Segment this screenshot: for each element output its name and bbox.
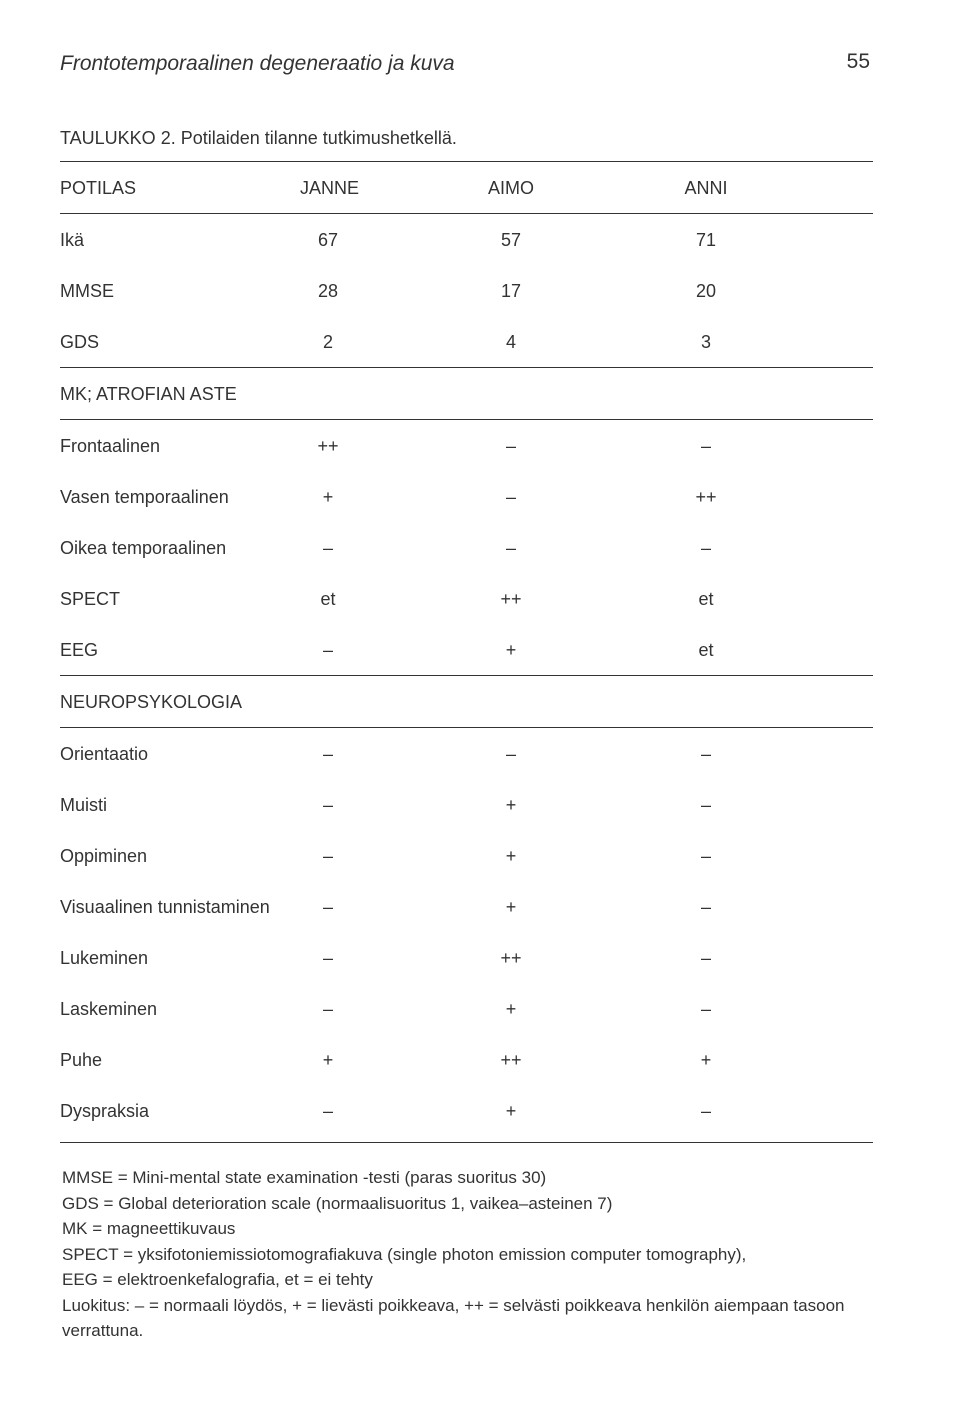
patient-table bbox=[60, 161, 873, 1143]
table-row bbox=[60, 983, 873, 1034]
table-cell: – bbox=[322, 897, 333, 917]
table-cell: + bbox=[322, 487, 334, 507]
row-label: EEG bbox=[60, 640, 99, 660]
table-cell: – bbox=[322, 640, 333, 660]
row-label: Vasen temporaalinen bbox=[60, 487, 229, 507]
row-label: Ikä bbox=[60, 230, 85, 250]
basic-rows bbox=[60, 214, 873, 367]
column-header: AIMO bbox=[487, 178, 534, 198]
note-line: MMSE = Mini-mental state examination -testi (paras suoritus 30) bbox=[62, 1168, 547, 1187]
table-cell: – bbox=[700, 999, 711, 1019]
table-cell: et bbox=[698, 640, 714, 660]
row-label: Dyspraksia bbox=[60, 1101, 150, 1121]
table-row bbox=[60, 420, 873, 471]
table-cell: ++ bbox=[500, 948, 522, 968]
table-cell: + bbox=[505, 640, 517, 660]
page-number: 55 bbox=[846, 50, 870, 73]
table-row bbox=[60, 573, 873, 624]
table-cell: + bbox=[505, 999, 517, 1019]
table-cell: – bbox=[700, 436, 711, 456]
table-cell: 2 bbox=[322, 332, 333, 352]
table-bottom-rule bbox=[60, 1142, 873, 1143]
note-line: EEG = elektroenkefalografia, et = ei tehty bbox=[62, 1270, 373, 1289]
table-notes bbox=[62, 1165, 872, 1344]
table-cell: ++ bbox=[500, 589, 522, 609]
table-cell: + bbox=[322, 1050, 334, 1070]
table-cell: + bbox=[505, 1101, 517, 1121]
table-cell: ++ bbox=[317, 436, 339, 456]
row-label: Oikea temporaalinen bbox=[60, 538, 227, 558]
table-cell: 17 bbox=[500, 281, 522, 301]
table-cell: – bbox=[700, 538, 711, 558]
table-cell: ++ bbox=[500, 1050, 522, 1070]
table-cell: 71 bbox=[695, 230, 717, 250]
row-label: Visuaalinen tunnistaminen bbox=[60, 897, 270, 917]
table-cell: – bbox=[700, 744, 711, 764]
table-row bbox=[60, 624, 873, 675]
table-cell: 57 bbox=[500, 230, 522, 250]
table-cell: + bbox=[700, 1050, 712, 1070]
note-line: Luokitus: – = normaali löydös, + = lievästi poikkeava, ++ = selvästi poikkeava henkilön aiempaan tasoon verrattuna. bbox=[62, 1295, 845, 1340]
table-row bbox=[60, 881, 873, 932]
table-row bbox=[60, 1085, 873, 1136]
row-label: Puhe bbox=[60, 1050, 103, 1070]
column-header: ANNI bbox=[684, 178, 728, 198]
note-line: MK = magneettikuvaus bbox=[62, 1219, 236, 1238]
table-cell: + bbox=[505, 897, 517, 917]
section-heading-label: MK; ATROFIAN ASTE bbox=[60, 384, 237, 404]
np-rows bbox=[60, 728, 873, 1136]
table-cell: 4 bbox=[505, 332, 516, 352]
mk-rows bbox=[60, 420, 873, 675]
table-row bbox=[60, 214, 873, 265]
table-row bbox=[60, 728, 873, 779]
table-caption: TAULUKKO 2. Potilaiden tilanne tutkimushetkellä. bbox=[60, 128, 457, 148]
table-cell: – bbox=[322, 538, 333, 558]
table-row bbox=[60, 830, 873, 881]
table-cell: – bbox=[505, 538, 516, 558]
section-heading-label: NEUROPSYKOLOGIA bbox=[60, 692, 243, 712]
table-cell: + bbox=[505, 795, 517, 815]
row-label: Lukeminen bbox=[60, 948, 149, 968]
row-label: Orientaatio bbox=[60, 744, 149, 764]
row-label: GDS bbox=[60, 332, 100, 352]
section-heading bbox=[60, 368, 873, 419]
table-cell: – bbox=[700, 846, 711, 866]
table-header-row bbox=[60, 162, 873, 213]
note-line: SPECT = yksifotoniemissiotomografiakuva (single photon emission computer tomography), bbox=[62, 1244, 747, 1264]
table-cell: – bbox=[505, 744, 516, 764]
row-label: MMSE bbox=[60, 281, 114, 301]
table-cell: – bbox=[322, 948, 333, 968]
table-cell: 3 bbox=[700, 332, 711, 352]
table-cell: – bbox=[322, 795, 333, 815]
row-label: Muisti bbox=[60, 795, 108, 815]
table-cell: – bbox=[700, 948, 711, 968]
table-cell: et bbox=[320, 589, 336, 609]
note-line: GDS = Global deterioration scale (normaalisuoritus 1, vaikea–asteinen 7) bbox=[62, 1193, 613, 1213]
table-row bbox=[60, 471, 873, 522]
column-header: JANNE bbox=[300, 178, 360, 198]
table-cell: – bbox=[700, 897, 711, 917]
table-cell: 28 bbox=[317, 281, 339, 301]
section-heading bbox=[60, 676, 873, 727]
table-cell: – bbox=[505, 436, 516, 456]
column-header: POTILAS bbox=[60, 178, 137, 198]
table-cell: 67 bbox=[317, 230, 339, 250]
row-label: Frontaalinen bbox=[60, 436, 161, 456]
table-cell: – bbox=[700, 795, 711, 815]
table-cell: – bbox=[322, 846, 333, 866]
table-row bbox=[60, 1034, 873, 1085]
table-cell: ++ bbox=[695, 487, 717, 507]
table-cell: – bbox=[700, 1101, 711, 1121]
running-title: Frontotemporaalinen degeneraatio ja kuva bbox=[60, 52, 455, 75]
row-label: Oppiminen bbox=[60, 846, 148, 866]
table-row bbox=[60, 932, 873, 983]
table-cell: 20 bbox=[695, 281, 717, 301]
row-label: Laskeminen bbox=[60, 999, 158, 1019]
table-cell: – bbox=[322, 999, 333, 1019]
table-cell: – bbox=[505, 487, 516, 507]
table-row bbox=[60, 522, 873, 573]
table-cell: et bbox=[698, 589, 714, 609]
table-cell: – bbox=[322, 744, 333, 764]
table-cell: + bbox=[505, 846, 517, 866]
table-row bbox=[60, 265, 873, 316]
row-label: SPECT bbox=[60, 589, 121, 609]
table-row bbox=[60, 779, 873, 830]
table-cell: – bbox=[322, 1101, 333, 1121]
table-row bbox=[60, 316, 873, 367]
